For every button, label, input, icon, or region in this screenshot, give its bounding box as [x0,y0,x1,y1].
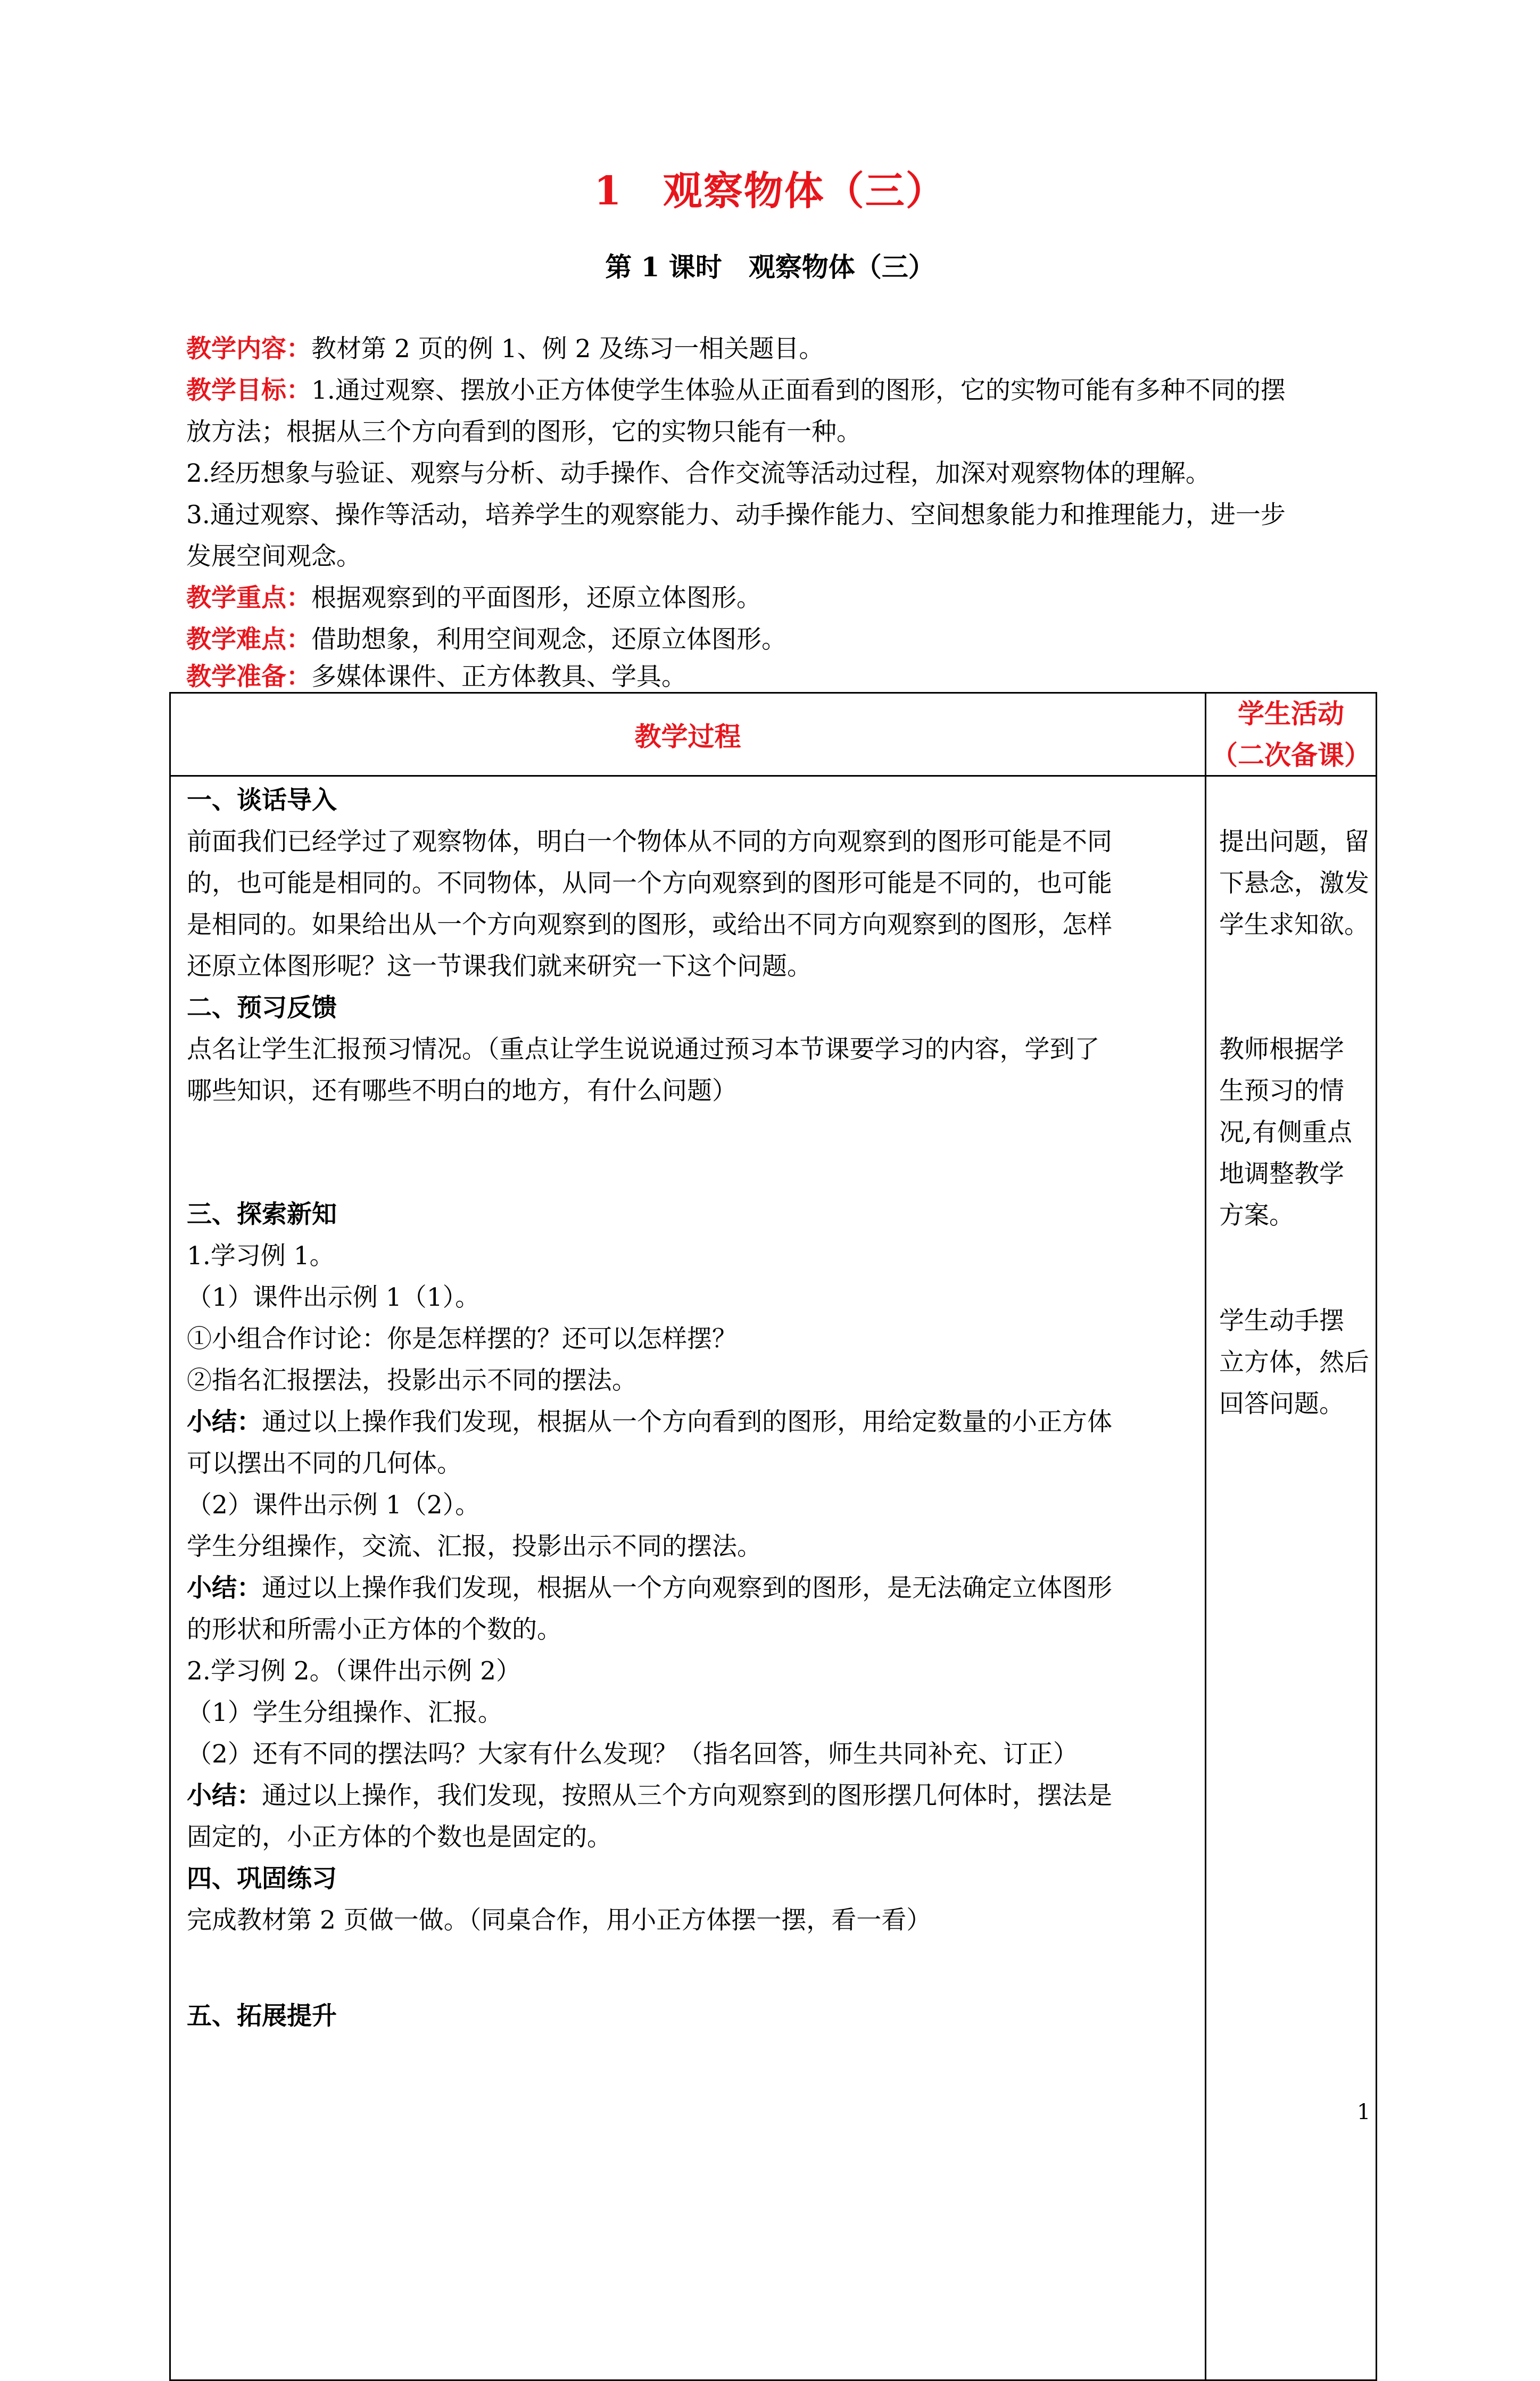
key-point-text: 根据观察到的平面图形，还原立体图形。 [311,583,761,613]
section3-line1: 1.学习例 1。 [187,1241,335,1271]
section1-line2: 的，也可能是相同的。不同物体，从同一个方向观察到的图形可能是不同的，也可能 [187,869,1112,898]
header-student-activity [1206,694,1376,775]
header-side-line2: （二次备课） [1211,739,1371,771]
summary-2-text: 通过以上操作我们发现，根据从一个方向观察到的图形，是无法确定立体图形 [262,1573,1112,1603]
summary-1-label: 小结： [187,1407,262,1437]
section1-line3: 是相同的。如果给出从一个方向观察到的图形，或给出不同方向观察到的图形，怎样 [187,910,1112,940]
preparation-text: 多媒体课件、正方体教具、学具。 [311,662,686,691]
teaching-goal-3-line1: 3.通过观察、操作等活动，培养学生的观察能力、动手操作能力、空间想象能力和推理能力，进一步 [186,500,1286,530]
summary-2 [187,1568,1198,1609]
summary-2-label: 小结： [187,1573,262,1603]
section3-line7: 2.学习例 2。（课件出示例 2） [187,1657,521,1686]
summary-1-text: 通过以上操作我们发现，根据从一个方向看到的图形，用给定数量的小正方体 [262,1407,1112,1437]
summary-1-line2: 可以摆出不同的几何体。 [187,1449,462,1478]
side-note-2-line2: 生预习的情 [1219,1076,1344,1106]
side-note-1-line2: 下悬念，激发 [1219,869,1369,898]
teaching-content-label: 教学内容： [186,334,311,364]
teaching-goal-label: 教学目标： [186,376,311,405]
lesson-subtitle: 第 1 课时 观察物体（三） [605,251,935,283]
header-side-line1: 学生活动 [1238,697,1344,729]
teaching-difficulty [186,619,1368,661]
section3-line6: 学生分组操作，交流、汇报，投影出示不同的摆法。 [187,1532,762,1561]
header-divider [171,775,1376,777]
section4-line1: 完成教材第 2 页做一做。（同桌合作，用小正方体摆一摆，看一看） [187,1906,932,1935]
teaching-content-text: 教材第 2 页的例 1、例 2 及练习一相关题目。 [311,334,824,364]
side-note-2-line3: 况,有侧重点 [1219,1118,1352,1147]
teaching-goal-line1: 1.通过观察、摆放小正方体使学生体验从正面看到的图形，它的实物可能有多种不同的摆 [311,376,1286,405]
side-note-2-line4: 地调整教学 [1219,1159,1344,1189]
key-point-label: 教学重点： [186,583,311,613]
section-heading-4: 四、巩固练习 [187,1864,337,1893]
section3-line5: （2）课件出示例 1（2）。 [187,1490,481,1520]
side-note-1-line3: 学生求知欲。 [1219,910,1369,940]
difficulty-label: 教学难点： [186,625,311,654]
teaching-goal [186,370,1368,411]
section1-line4: 还原立体图形呢？这一节课我们就来研究一下这个问题。 [187,952,812,981]
summary-3-label: 小结： [187,1781,262,1810]
summary-3-line2: 固定的，小正方体的个数也是固定的。 [187,1823,612,1852]
section3-line3: ①小组合作讨论：你是怎样摆的？还可以怎样摆？ [187,1324,737,1354]
page-number: 1 [1357,2100,1371,2124]
section2-line2: 哪些知识，还有哪些不明白的地方，有什么问题） [187,1076,737,1106]
section-heading-5: 五、拓展提升 [187,2001,337,2031]
difficulty-text: 借助想象，利用空间观念，还原立体图形。 [311,625,786,654]
document-title: 1 观察物体（三） [594,168,946,214]
section3-line2: （1）课件出示例 1（1）。 [187,1283,481,1312]
side-note-2-line5: 方案。 [1219,1201,1294,1230]
section-heading-3: 三、探索新知 [187,1200,337,1229]
teaching-content [186,328,1368,370]
summary-2-line2: 的形状和所需小正方体的个数的。 [187,1615,562,1644]
column-divider [1205,694,1206,2379]
lesson-table [169,692,1377,2381]
summary-3-text: 通过以上操作，我们发现，按照从三个方向观察到的图形摆几何体时，摆法是 [262,1781,1112,1810]
section-heading-2: 二、预习反馈 [187,993,337,1023]
side-note-3-line1: 学生动手摆 [1219,1306,1344,1336]
summary-3 [187,1775,1198,1817]
teaching-key-point [186,578,1368,619]
section1-line1: 前面我们已经学过了观察物体，明白一个物体从不同的方向观察到的图形可能是不同 [187,827,1112,856]
section3-line4: ②指名汇报摆法，投影出示不同的摆法。 [187,1366,637,1395]
header-teaching-process: 教学过程 [634,720,741,752]
section2-line1: 点名让学生汇报预习情况。（重点让学生说说通过预习本节课要学习的内容，学到了 [187,1035,1100,1064]
side-note-3-line2: 立方体，然后 [1219,1348,1369,1377]
side-note-3-line3: 回答问题。 [1219,1389,1344,1419]
section3-line8: （1）学生分组操作、汇报。 [187,1698,503,1727]
summary-1 [187,1402,1198,1443]
section-heading-1: 一、谈话导入 [187,786,337,815]
preparation-label: 教学准备： [186,662,311,691]
teaching-goal-line2: 放方法；根据从三个方向看到的图形，它的实物只能有一种。 [186,417,862,447]
teaching-goal-3-line2: 发展空间观念。 [186,542,361,571]
section3-line9: （2）还有不同的摆法吗？大家有什么发现？（指名回答，师生共同补充、订正） [187,1740,1078,1769]
side-note-2-line1: 教师根据学 [1219,1035,1344,1064]
side-note-1-line1: 提出问题，留 [1219,827,1369,856]
teaching-goal-2: 2.经历想象与验证、观察与分析、动手操作、合作交流等活动过程，加深对观察物体的理解。 [186,459,1211,488]
